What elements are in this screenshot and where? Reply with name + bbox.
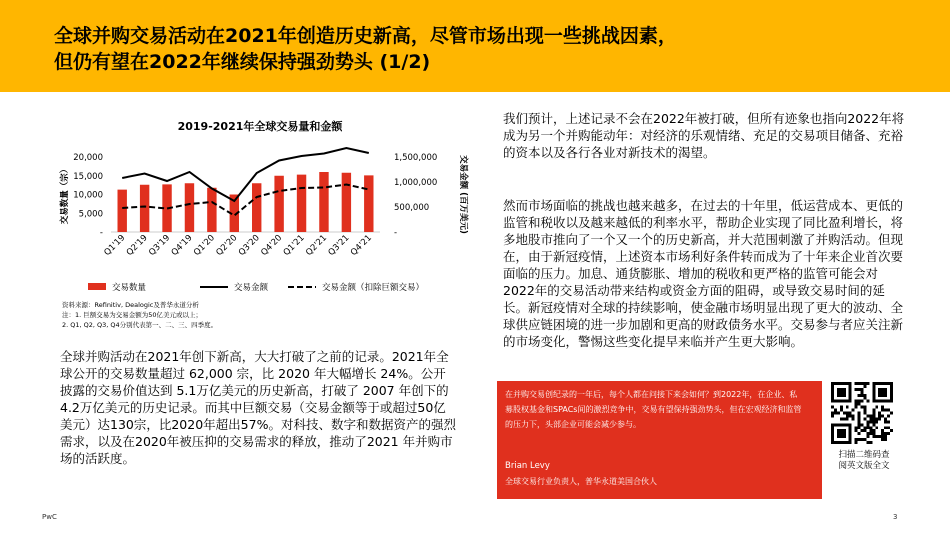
quote-author: Brian Levy (505, 461, 550, 471)
x-tick-label: Q1'19 (102, 233, 128, 258)
x-tick-label: Q2'20 (214, 233, 240, 258)
left-paragraph: 全球并购活动在2021年创下新高，大大打破了之前的记录。2021年全球公开的交易数量超过 62,000 宗，比 2020 年大幅增长 24%。公开披露的交易价值达到 5.1万亿美元的历史新高，打破了 2007 年创下的4.2万亿美元的历史记录。而其中巨额交易（交易金额等于或超过50亿美元）达130宗，比2020年超出57%。对科技、数字和数据资产的强烈需求，以及在2020年被压抑的交易需求的释放，推动了2021 年并购市场的活跃度。 (60, 349, 456, 466)
quote-box (497, 381, 822, 499)
x-tick-label: Q3'20 (236, 233, 262, 258)
y2-tick-label: 500,000 (394, 203, 430, 213)
right-paragraph-1: 我们预计，上述记录不会在2022年被打破，但所有迹象也指向2022年将成为另一个并购能动年：对经济的乐观情绪、充足的交易项目储备、充裕的资本以及各行各业对新技术的渴望。 (503, 111, 905, 160)
bar-交易数量 (319, 172, 328, 232)
title-line-1: 全球并购交易活动在2021年创造历史新高，尽管市场出现一些挑战因素， (54, 25, 677, 47)
qr-label: 扫描二维码查阅英文版全文 (838, 450, 890, 471)
page-number: 3 (893, 513, 898, 521)
y-axis-title: 交易数量（宗） (60, 164, 70, 225)
bar-交易数量 (162, 184, 171, 232)
chart-note-2: 2. Q1, Q2, Q3, Q4分别代表第一、二、三、四季度。 (62, 321, 218, 329)
bar-交易数量 (207, 188, 216, 232)
bar-交易数量 (118, 190, 127, 232)
y2-tick-label: 1,500,000 (394, 153, 438, 163)
bar-交易数量 (140, 185, 149, 232)
bar-交易数量 (230, 195, 239, 233)
x-tick-label: Q3'21 (326, 233, 352, 258)
y2-tick-label: 1,000,000 (394, 178, 438, 188)
right-paragraph-2: 然而市场面临的挑战也越来越多，在过去的十年里，低运营成本、更低的监管和税收以及越来越低的利率水平，帮助企业实现了同比盈利增长，将多地股市推向了一个又一个的历史新高，并大范围刺激了并购活动。但现在，由于新冠疫情，上述资本市场利好条件转而成为了十年来企业首次要面临的压力。加息、通货膨胀、增加的税收和更严格的监管可能会对2022年的交易活动带来结构或资金方面的阻碍，或导致交易时间的延长。新冠疫情对全球的持续影响，使金融市场明显出现了更大的波动、全球供应链困境的进一步加剧和更高的财政债务水平。交易参与者应关注新的市场变化，警惕这些变化提早来临并产生更大影响。 (503, 198, 904, 349)
legend-label: 交易金额（扣除巨额交易） (322, 283, 425, 293)
y-tick-label: 15,000 (73, 171, 103, 182)
legend-label: 交易金额 (234, 283, 269, 293)
x-tick-label: Q4'19 (169, 233, 195, 258)
y2-tick-label: - (394, 228, 398, 238)
quote-role: 全球交易行业负责人，普华永道美国合伙人 (505, 477, 657, 486)
x-tick-label: Q2'21 (304, 233, 330, 258)
x-tick-label: Q3'19 (147, 233, 173, 258)
chart-note-1: 注：1. 巨额交易为交易金额为50亿美元或以上； (62, 311, 203, 319)
line-交易金额 (122, 148, 369, 201)
x-tick-label: Q1'20 (192, 233, 217, 258)
bar-交易数量 (185, 183, 194, 232)
y-tick-label: - (99, 228, 103, 238)
x-tick-label: Q1'21 (281, 233, 307, 258)
legend-label: 交易数量 (112, 283, 147, 293)
title-banner (0, 0, 950, 92)
quote-text: 在并购交易创纪录的一年后，每个人都在问接下来会如何？到2022年，在企业、私募股权基金和SPACs间的激烈竞争中，交易有望保持强劲势头，但在宏观经济和监管的压力下，头部企业可能会减少参与。 (505, 390, 802, 429)
legend-swatch-bar (88, 283, 106, 290)
x-tick-label: Q4'21 (348, 233, 374, 258)
bar-交易数量 (274, 176, 283, 232)
chart-title: 2019-2021年全球交易量和金额 (177, 120, 343, 133)
x-tick-label: Q4'20 (259, 233, 285, 258)
bar-交易数量 (297, 175, 306, 232)
bar-交易数量 (252, 183, 261, 232)
x-tick-label: Q2'19 (124, 233, 150, 258)
chart-source: 资料来源：Refinitiv, Dealogic及普华永道分析 (62, 301, 199, 309)
title-line-2: 但仍有望在2022年继续保持强劲势头 (1/2) (54, 51, 431, 73)
y-tick-label: 5,000 (78, 209, 103, 220)
y2-axis-title: 交易金额 (百万美元) (458, 155, 468, 234)
line-交易金额-扣除巨额交易 (122, 185, 369, 216)
bar-交易数量 (364, 175, 373, 232)
bar-交易数量 (342, 173, 351, 232)
qr-code[interactable] (831, 382, 893, 444)
y-tick-label: 10,000 (73, 190, 103, 201)
footer-brand: PwC (42, 513, 57, 521)
y-tick-label: 20,000 (73, 153, 103, 163)
